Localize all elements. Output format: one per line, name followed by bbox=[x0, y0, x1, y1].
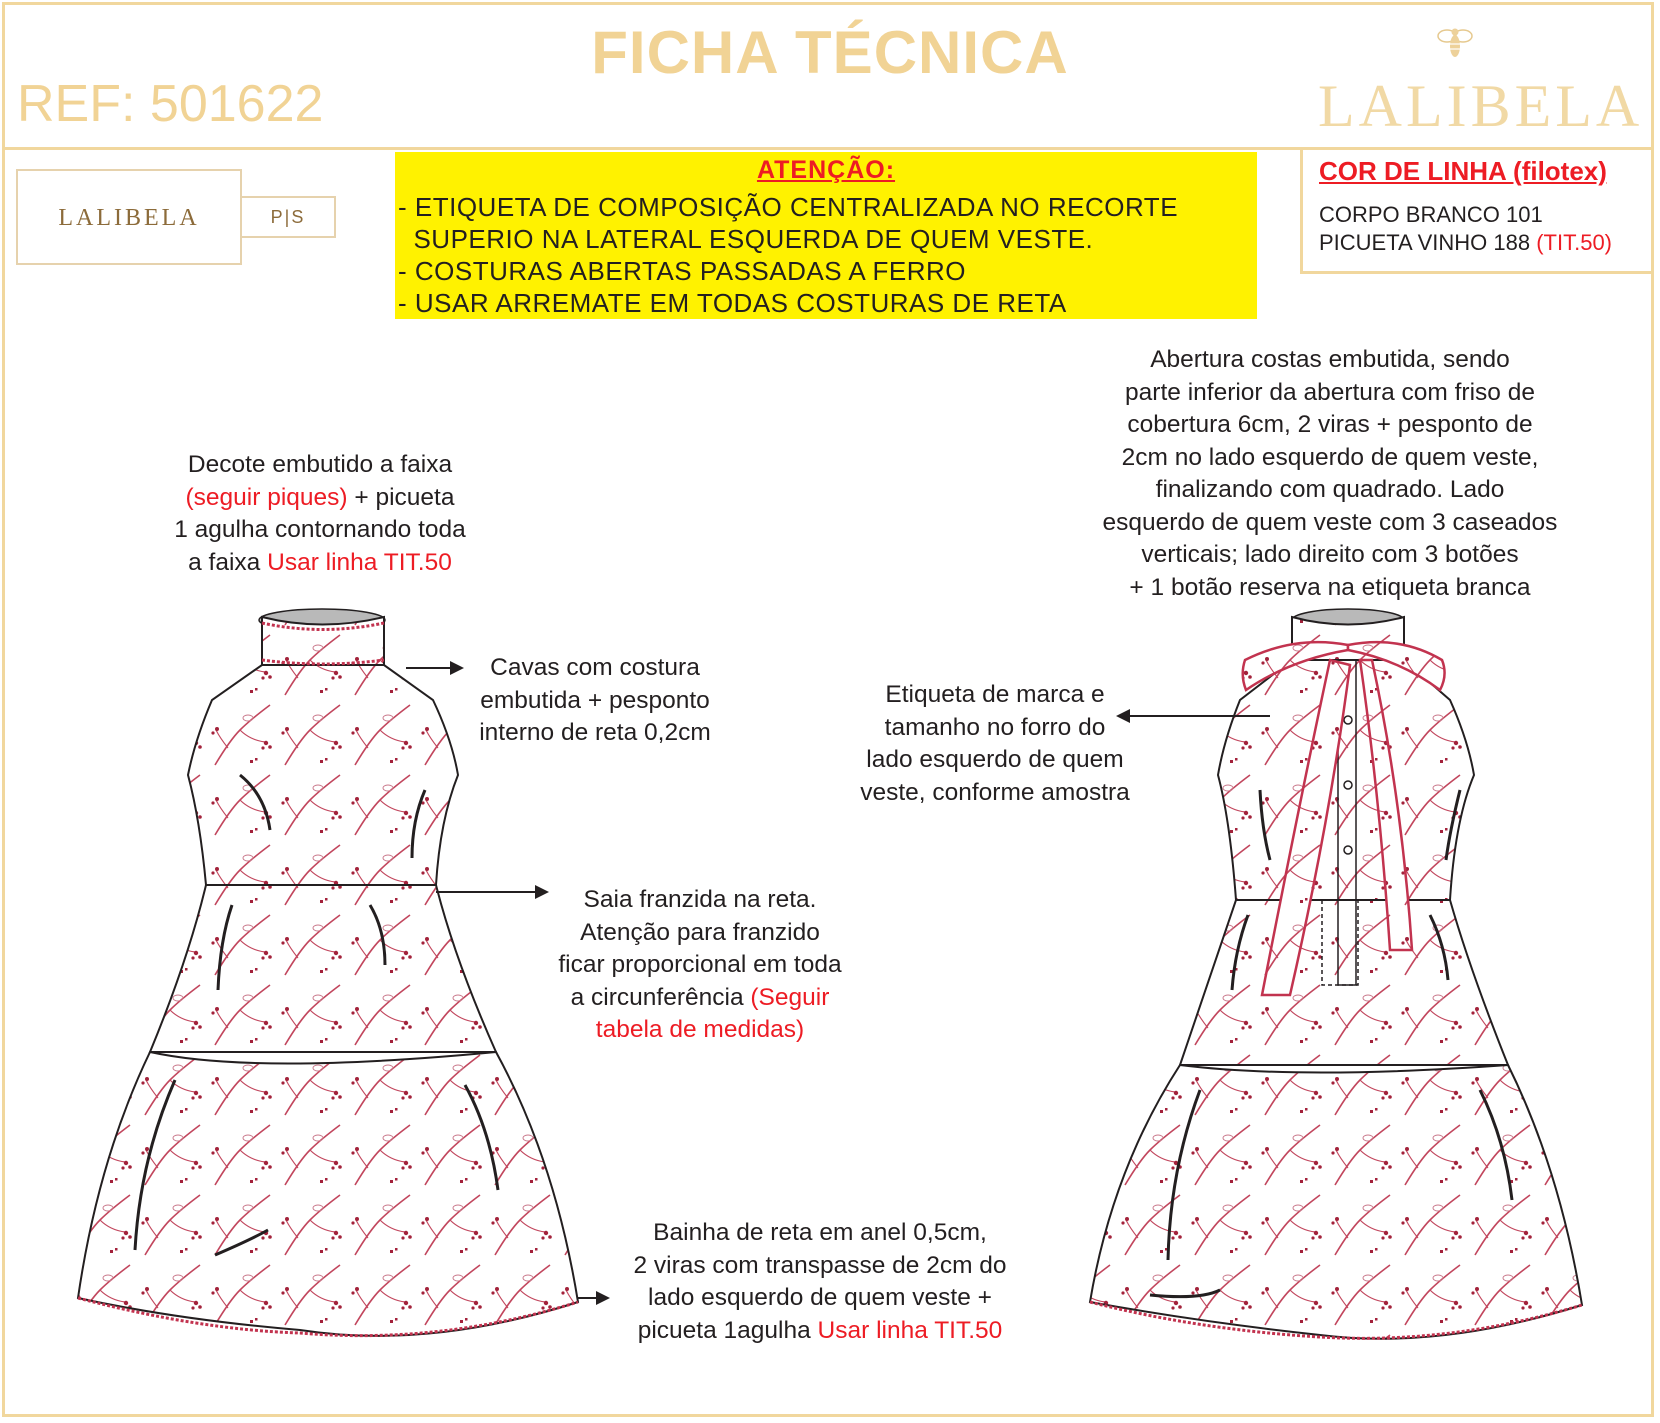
brand-label-name: LALIBELA bbox=[58, 205, 200, 231]
hem-note: Bainha de reta em anel 0,5cm, 2 viras com transpasse de 2cm do lado esquerdo de quem veste + picueta 1agulha Usar linha TIT.50 bbox=[633, 1219, 1007, 1344]
reference-number: REF: 501622 bbox=[17, 75, 324, 133]
attention-line: - USAR ARREMATE EM TODAS COSTURAS DE RETA bbox=[398, 288, 1067, 318]
arrow-right-icon bbox=[436, 885, 549, 899]
arrow-right-icon bbox=[578, 1291, 610, 1305]
arrow-right-icon bbox=[406, 661, 464, 675]
skirt-note: Saia franzida na reta. Atenção para franzido ficar proporcional em toda a circunferência (Seguir tabela de medidas) bbox=[558, 886, 842, 1043]
attention-title: ATENÇÃO: bbox=[756, 156, 896, 184]
back-dress-drawing bbox=[1090, 609, 1582, 1339]
thread-picot-color: PICUETA VINHO 188 (TIT.50) bbox=[1319, 230, 1613, 255]
attention-line: - COSTURAS ABERTAS PASSADAS A FERRO bbox=[398, 256, 966, 286]
attention-line: - ETIQUETA DE COMPOSIÇÃO CENTRALIZADA NO RECORTE bbox=[398, 192, 1179, 222]
page-title: FICHA TÉCNICA bbox=[591, 19, 1069, 86]
armhole-note: Cavas com costura embutida + pesponto interno de reta 0,2cm bbox=[479, 654, 711, 746]
thread-body-color: CORPO BRANCO 101 bbox=[1319, 202, 1543, 227]
brand-logo: LALIBELA bbox=[1318, 73, 1644, 139]
neckline-note: Decote embutido a faixa (seguir piques) + picueta 1 agulha contornando toda a faixa Usar linha TIT.50 bbox=[174, 451, 466, 576]
back-opening-note: Abertura costas embutida, sendo parte inferior da abertura com friso de cobertura 6cm, 2 viras + pesponto de 2cm no lado esquerdo de quem veste, finalizando com quadrado. Lado esquerdo de quem veste com 3 caseados verticais; lado direito com 3 botões + 1 botão reserva na etiqueta branca bbox=[1102, 346, 1558, 601]
attention-line: SUPERIO NA LATERAL ESQUERDA DE QUEM VESTE. bbox=[398, 224, 1094, 254]
thread-color-title: COR DE LINHA (filotex) bbox=[1319, 156, 1607, 186]
front-dress-drawing bbox=[78, 609, 578, 1336]
size-tag: P|S bbox=[242, 196, 336, 238]
brand-tag-note: Etiqueta de marca e tamanho no forro do lado esquerdo de quem veste, conforme amostra bbox=[860, 681, 1130, 806]
